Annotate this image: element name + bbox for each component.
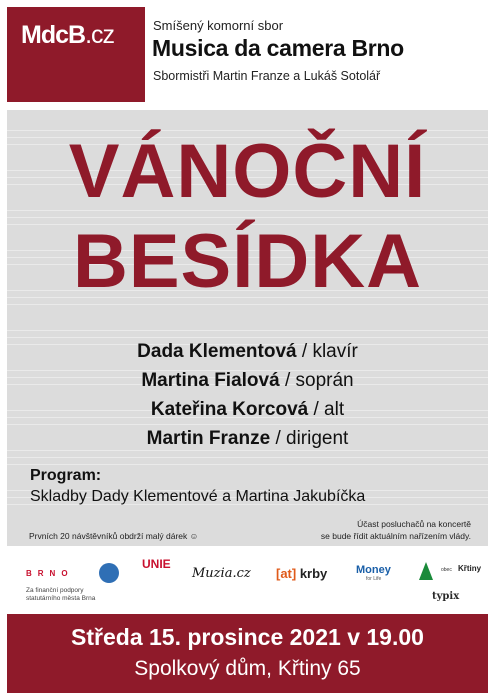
money-logo-sub: for Life (366, 576, 382, 582)
typix-logo: typix (432, 591, 460, 602)
logo-main: MdcB (21, 21, 86, 49)
event-footer (7, 614, 488, 693)
program-label: Program: (30, 467, 102, 484)
notice-line-1: Účast posluchačů na koncertě (357, 519, 471, 529)
brno-note-line-1: Za finanční podpory (26, 587, 84, 594)
tree-icon (419, 562, 433, 580)
atkrby-bracket: [at] (276, 566, 297, 581)
choir-leaders: Sbormistři Martin Franze a Lukáš Sotolář (153, 69, 381, 83)
muzia-logo: Muzia.cz (192, 566, 251, 581)
logo-suffix: .cz (85, 21, 115, 49)
performer-role: / klavír (296, 341, 358, 362)
event-date: Středa 15. prosince 2021 v 19.00 (71, 624, 424, 650)
choir-name: Musica da camera Brno (152, 35, 404, 61)
krtiny-logo: Křtiny (458, 564, 482, 573)
government-notice (321, 519, 471, 543)
performer-name: Martin Franze (146, 428, 271, 449)
performer (0, 428, 495, 450)
program-text: Skladby Dady Klementové a Martina Jakubíčka (30, 488, 366, 505)
circle-logo-icon (99, 563, 119, 583)
performer-name: Kateřina Korcová (150, 399, 309, 420)
performer-role: / dirigent (270, 428, 349, 449)
atkrby-word: krby (296, 566, 328, 581)
title-line-2: BESÍDKA (72, 219, 423, 304)
atkrby-logo (276, 566, 327, 581)
notice-line-2: se bude řídit aktuálním nařízením vlády. (320, 530, 471, 541)
obec-label: obec (441, 567, 452, 573)
performer-role: / soprán (279, 370, 354, 391)
logo-text (21, 21, 114, 50)
money-logo: Money (356, 564, 391, 576)
logo (7, 7, 145, 102)
choir-type: Smíšený komorní sbor (153, 18, 284, 33)
gift-note: Prvních 20 návštěvníků obdrží malý dárek ☺ (29, 531, 199, 541)
brno-logo: BRNO (26, 569, 74, 578)
title-line-1: VÁNOČNÍ (68, 129, 427, 214)
performer-role: / alt (308, 399, 345, 420)
performer (0, 341, 495, 363)
unie-logo: UNIE (142, 557, 171, 571)
event-venue: Spolkový dům, Křtiny 65 (134, 657, 361, 680)
performer-name: Dada Klementová (137, 341, 297, 362)
sponsor-logos (0, 555, 495, 610)
brno-support-note (26, 587, 95, 604)
performer (0, 370, 495, 392)
brno-note-line-2: statutárního města Brna (26, 595, 96, 603)
performer-name: Martina Fialová (141, 370, 280, 391)
performer (0, 399, 495, 421)
